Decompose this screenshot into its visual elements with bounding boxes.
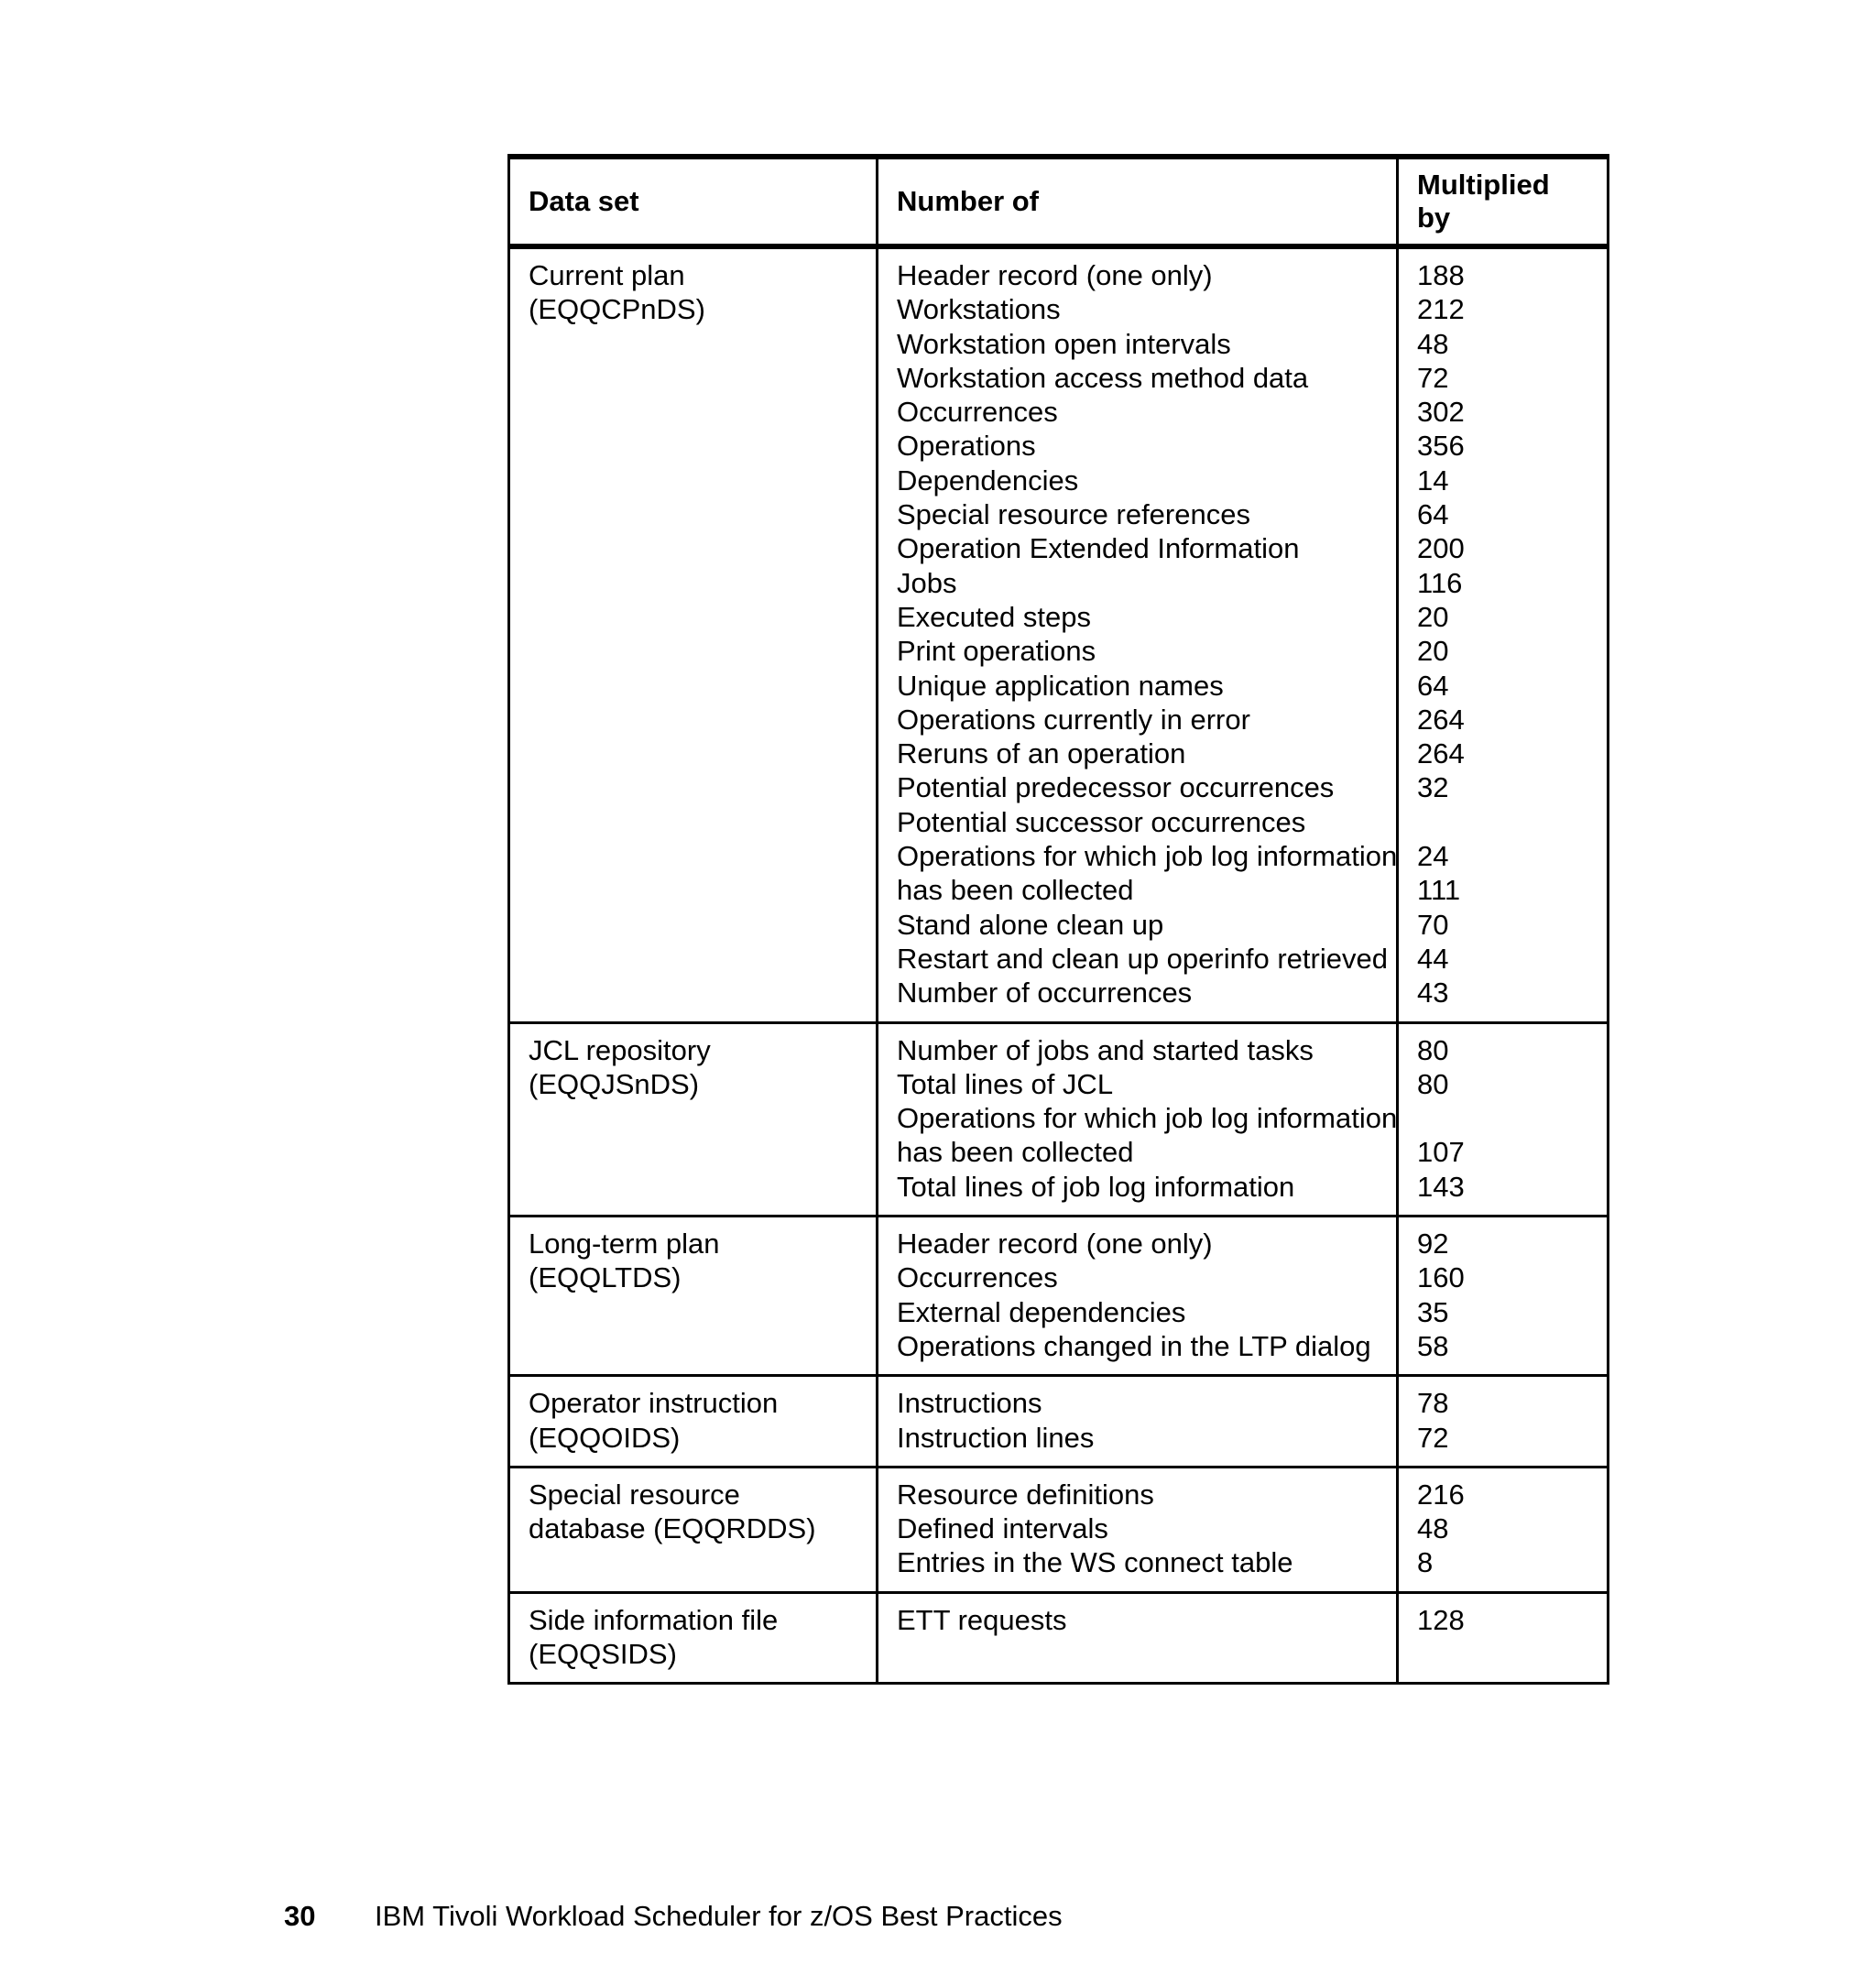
record-type-line: Number of occurrences xyxy=(897,977,1193,1009)
record-type-line: Total lines of job log information xyxy=(897,1170,1295,1203)
record-type-line: Instructions xyxy=(897,1387,1042,1420)
multiplied-by-cell xyxy=(1398,1592,1609,1684)
record-type-line: has been collected xyxy=(897,874,1134,907)
multiplier-value: 44 xyxy=(1417,942,1449,975)
number-of-cell xyxy=(878,1467,1398,1592)
record-type-line: Operations for which job log information xyxy=(897,840,1398,873)
dataset-size-table-container xyxy=(507,154,1607,1685)
record-type-line: Unique application names xyxy=(897,669,1224,702)
multiplier-value: 80 xyxy=(1417,1033,1449,1066)
table-row xyxy=(509,1376,1609,1468)
number-of-cell xyxy=(878,246,1398,1022)
record-type-line: Jobs xyxy=(897,566,957,599)
multiplier-value: 64 xyxy=(1417,498,1449,531)
multiplier-value: 24 xyxy=(1417,840,1449,873)
multiplier-value: 128 xyxy=(1417,1603,1465,1636)
number-of-cell xyxy=(878,1376,1398,1468)
book-title: IBM Tivoli Workload Scheduler for z/OS Best Practices xyxy=(375,1900,1063,1932)
multiplier-value: 20 xyxy=(1417,600,1449,633)
record-type-line: Print operations xyxy=(897,635,1096,668)
multiplied-by-cell xyxy=(1398,1022,1609,1216)
multiplier-value: 58 xyxy=(1417,1329,1449,1362)
column-header-data-set: Data set xyxy=(509,157,878,246)
multiplier-value: 35 xyxy=(1417,1295,1449,1328)
table-row xyxy=(509,246,1609,1022)
multiplied-by-cell xyxy=(1398,246,1609,1022)
dataset-cell xyxy=(509,1022,878,1216)
record-type-line: Operation Extended Information xyxy=(897,532,1300,565)
record-type-line: Potential predecessor occurrences xyxy=(897,771,1335,804)
multiplier-value: 72 xyxy=(1417,1421,1449,1454)
dataset-name-line: (EQQJSnDS) xyxy=(529,1067,700,1100)
dataset-name-line: (EQQOIDS) xyxy=(529,1421,681,1454)
number-of-cell xyxy=(878,1217,1398,1376)
record-type-line: Workstation open intervals xyxy=(897,327,1231,360)
multiplier-value: 64 xyxy=(1417,669,1449,702)
table-row xyxy=(509,1592,1609,1684)
multiplier-value: 78 xyxy=(1417,1387,1449,1420)
record-type-line: has been collected xyxy=(897,1136,1134,1169)
record-type-line: External dependencies xyxy=(897,1295,1186,1328)
dataset-name-line: (EQQSIDS) xyxy=(529,1637,677,1670)
multiplier-value xyxy=(1417,1101,1588,1135)
multiplier-value: 80 xyxy=(1417,1067,1449,1100)
multiplier-value: 356 xyxy=(1417,430,1465,463)
record-type-line: Operations currently in error xyxy=(897,703,1250,736)
dataset-name-line: Long-term plan xyxy=(529,1228,720,1260)
record-type-line: Reruns of an operation xyxy=(897,737,1186,770)
record-type-line: Resource definitions xyxy=(897,1478,1154,1511)
multiplier-value: 111 xyxy=(1417,874,1461,907)
record-type-line: Operations changed in the LTP dialog xyxy=(897,1329,1371,1362)
dataset-name-line: Current plan xyxy=(529,259,685,291)
record-type-line: Dependencies xyxy=(897,464,1079,496)
record-type-line: Instruction lines xyxy=(897,1421,1095,1454)
record-type-line: Potential successor occurrences xyxy=(897,805,1306,838)
dataset-cell xyxy=(509,1467,878,1592)
multiplier-value: 32 xyxy=(1417,771,1449,804)
record-type-line: Header record (one only) xyxy=(897,259,1213,291)
dataset-name-line: Side information file xyxy=(529,1603,779,1636)
multiplier-value: 160 xyxy=(1417,1261,1465,1294)
multiplier-value: 20 xyxy=(1417,635,1449,668)
dataset-name-line: database (EQQRDDS) xyxy=(529,1512,816,1545)
multiplier-value: 14 xyxy=(1417,464,1449,496)
dataset-cell xyxy=(509,246,878,1022)
multiplier-value: 264 xyxy=(1417,703,1465,736)
table-header-row xyxy=(509,157,1609,246)
dataset-cell xyxy=(509,1217,878,1376)
table-body xyxy=(509,246,1609,1684)
record-type-line: Occurrences xyxy=(897,1261,1058,1294)
record-type-line: Entries in the WS connect table xyxy=(897,1546,1293,1579)
multiplier-value: 216 xyxy=(1417,1478,1465,1511)
multiplier-value: 72 xyxy=(1417,361,1449,394)
multiplier-value: 70 xyxy=(1417,908,1449,941)
column-header-multiplied-by: Multiplied by xyxy=(1398,157,1609,246)
multiplier-value: 43 xyxy=(1417,977,1449,1009)
record-type-line: Header record (one only) xyxy=(897,1228,1213,1260)
multiplier-value xyxy=(1417,805,1588,839)
multiplier-value: 116 xyxy=(1417,566,1463,599)
record-type-line: Defined intervals xyxy=(897,1512,1108,1545)
record-type-line: Restart and clean up operinfo retrieved xyxy=(897,942,1388,975)
dataset-size-table xyxy=(507,154,1609,1685)
multiplier-value: 92 xyxy=(1417,1228,1449,1260)
record-type-line: Workstation access method data xyxy=(897,361,1309,394)
dataset-cell xyxy=(509,1592,878,1684)
multiplier-value: 264 xyxy=(1417,737,1465,770)
dataset-name-line: JCL repository xyxy=(529,1033,711,1066)
record-type-line: Executed steps xyxy=(897,600,1091,633)
page-footer xyxy=(284,1900,1063,1933)
multiplier-value: 143 xyxy=(1417,1170,1465,1203)
record-type-line: Operations xyxy=(897,430,1036,463)
multiplier-value: 48 xyxy=(1417,1512,1449,1545)
page-number: 30 xyxy=(284,1900,316,1932)
dataset-name-line: Special resource xyxy=(529,1478,740,1511)
table-row xyxy=(509,1467,1609,1592)
dataset-name-line: (EQQCPnDS) xyxy=(529,293,705,326)
multiplier-value: 302 xyxy=(1417,396,1465,429)
multiplied-by-cell xyxy=(1398,1217,1609,1376)
record-type-line: Stand alone clean up xyxy=(897,908,1164,941)
record-type-line: Special resource references xyxy=(897,498,1250,531)
record-type-line: Occurrences xyxy=(897,396,1058,429)
multiplied-by-cell xyxy=(1398,1376,1609,1468)
table-row xyxy=(509,1217,1609,1376)
number-of-cell xyxy=(878,1592,1398,1684)
record-type-line: Number of jobs and started tasks xyxy=(897,1033,1314,1066)
record-type-line: Total lines of JCL xyxy=(897,1067,1114,1100)
number-of-cell xyxy=(878,1022,1398,1216)
multiplier-value: 212 xyxy=(1417,293,1465,326)
dataset-name-line: (EQQLTDS) xyxy=(529,1261,682,1294)
multiplier-value: 200 xyxy=(1417,532,1465,565)
record-type-line: ETT requests xyxy=(897,1603,1067,1636)
multiplier-value: 8 xyxy=(1417,1546,1434,1579)
record-type-line: Workstations xyxy=(897,293,1061,326)
multiplier-value: 107 xyxy=(1417,1136,1465,1169)
dataset-name-line: Operator instruction xyxy=(529,1387,779,1420)
table-row xyxy=(509,1022,1609,1216)
dataset-cell xyxy=(509,1376,878,1468)
multiplied-by-cell xyxy=(1398,1467,1609,1592)
multiplier-value: 188 xyxy=(1417,259,1465,291)
record-type-line: Operations for which job log information xyxy=(897,1102,1398,1135)
column-header-number-of: Number of xyxy=(878,157,1398,246)
multiplier-value: 48 xyxy=(1417,327,1449,360)
